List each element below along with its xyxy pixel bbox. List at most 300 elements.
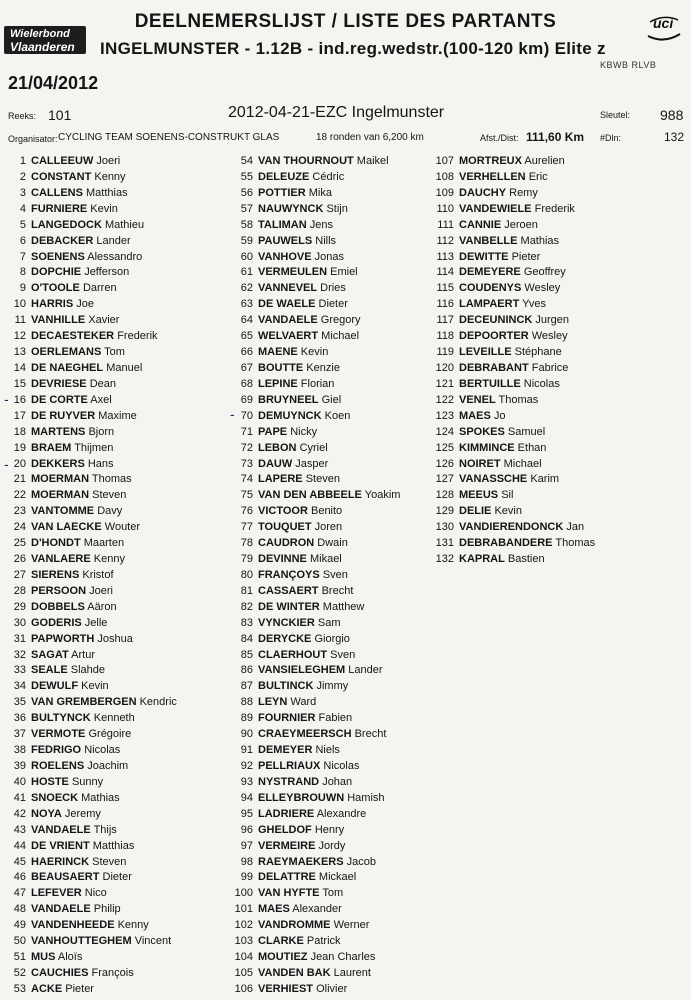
sleutel-value: 988: [660, 107, 684, 123]
rider-firstname: Mickael: [318, 871, 357, 884]
rider-firstname: Dean: [89, 377, 116, 390]
rider-number: 41: [13, 791, 26, 804]
rider-surname: FURNIERE: [31, 202, 88, 215]
rider-row: [428, 281, 560, 296]
rider-firstname: Dieter: [102, 871, 132, 884]
rider-surname: LEPINE: [258, 377, 298, 390]
rider-row: [0, 775, 103, 790]
rider-surname: KAPRAL: [459, 553, 505, 565]
rider-surname: SPOKES: [459, 425, 505, 438]
rider-row: [227, 281, 346, 296]
rider-firstname: Stéphane: [514, 346, 562, 358]
rider-firstname: Lander: [96, 234, 131, 247]
rider-firstname: Kevin: [494, 505, 522, 518]
rider-row: [0, 457, 114, 472]
rider-firstname: Gregory: [320, 314, 361, 327]
rider-firstname: Jeremy: [64, 807, 101, 820]
rider-row: [227, 982, 347, 997]
rider-firstname: Wesley: [524, 282, 561, 295]
rider-firstname: Michael: [503, 457, 542, 470]
rider-row: [428, 218, 538, 233]
rider-firstname: Aäron: [87, 600, 117, 613]
rider-surname: CALLEEUW: [31, 155, 94, 167]
rider-firstname: Kenny: [117, 919, 149, 932]
rider-surname: VERMEIRE: [258, 839, 316, 852]
rider-surname: DEMEYERE: [459, 266, 521, 279]
rider-surname: CONSTANT: [31, 170, 92, 183]
rider-firstname: Mika: [308, 186, 332, 199]
rider-firstname: Mathias: [520, 234, 560, 247]
rider-firstname: Nicolas: [523, 377, 560, 390]
rider-firstname: Darren: [82, 282, 117, 295]
rider-surname: LADRIERE: [258, 807, 315, 820]
rider-surname: VANDEWIELE: [459, 202, 532, 215]
rider-number: 16: [13, 393, 26, 406]
rider-firstname: Sven: [322, 568, 348, 581]
rider-row: [227, 520, 342, 535]
rider-surname: PAPE: [258, 425, 288, 438]
rider-firstname: Lander: [348, 664, 383, 677]
sleutel-label: Sleutel:: [600, 110, 631, 120]
rider-firstname: Nicolas: [323, 760, 360, 772]
rider-number: 97: [240, 839, 253, 852]
rider-number: 21: [13, 473, 26, 486]
rider-firstname: Kenny: [94, 170, 126, 183]
rider-firstname: Grégoire: [88, 728, 132, 741]
rider-surname: DE NAEGHEL: [31, 362, 104, 374]
rider-row: [428, 186, 538, 201]
rider-row: [428, 377, 560, 392]
rider-row: [227, 616, 341, 631]
rider-surname: GHELDOF: [258, 823, 312, 836]
rider-number: 64: [240, 314, 253, 327]
rider-number: 127: [435, 473, 454, 486]
rider-firstname: Nico: [84, 887, 107, 900]
rider-number: 130: [435, 521, 454, 534]
rider-surname: MAES: [258, 903, 290, 916]
rider-row: [227, 855, 376, 870]
rider-surname: ROELENS: [31, 760, 85, 772]
rider-surname: DEVINNE: [258, 553, 307, 565]
rider-row: [0, 154, 120, 169]
rider-firstname: Bastien: [507, 553, 545, 565]
rider-surname: VANSIELEGHEM: [258, 664, 346, 677]
rider-row: [428, 297, 546, 312]
rider-firstname: Davy: [97, 505, 123, 518]
rider-firstname: Johan: [322, 775, 353, 788]
rider-surname: PELLRIAUX: [258, 760, 321, 772]
rider-number: 89: [240, 712, 253, 725]
rider-firstname: Brecht: [354, 728, 387, 741]
rider-number: 60: [240, 250, 253, 263]
rider-firstname: Kevin: [90, 202, 118, 215]
rider-number: 79: [240, 553, 253, 565]
rider-surname: CAUCHIES: [31, 966, 89, 979]
rider-firstname: Cédric: [312, 170, 345, 183]
rider-row: [227, 711, 352, 726]
rider-firstname: Xavier: [88, 314, 120, 327]
rider-row: [227, 393, 341, 408]
rider-firstname: Kevin: [300, 346, 329, 358]
rider-number: 109: [435, 186, 454, 199]
rider-number: 88: [240, 696, 253, 709]
rider-row: [227, 886, 343, 901]
rider-firstname: Vincent: [134, 935, 172, 948]
rider-number: 98: [240, 855, 253, 868]
rider-row: [428, 441, 546, 456]
rider-number: 56: [240, 186, 253, 199]
rider-surname: NYSTRAND: [258, 775, 320, 788]
rider-number: 40: [13, 775, 26, 788]
rider-firstname: Jean Charles: [310, 951, 376, 963]
rider-row: [0, 186, 128, 201]
rider-row: [0, 823, 117, 838]
rider-row: [0, 950, 82, 965]
rider-row: [0, 281, 117, 296]
rider-number: 128: [435, 489, 454, 502]
rider-number: 28: [13, 584, 26, 597]
rider-row: [0, 329, 158, 344]
rider-firstname: Hamish: [347, 791, 385, 804]
rider-firstname: Thomas: [555, 537, 596, 550]
rider-row: [0, 520, 140, 535]
rider-number: 71: [240, 425, 253, 438]
rider-row: [428, 313, 569, 328]
kbwb-logo: KBWB RLVB: [600, 60, 657, 70]
rider-row: [428, 409, 505, 424]
rider-number: 101: [234, 903, 253, 916]
rider-surname: MORTREUX: [459, 155, 522, 167]
rider-number: 74: [240, 473, 253, 486]
rider-surname: BRUYNEEL: [258, 393, 319, 406]
rider-firstname: Pieter: [511, 250, 541, 263]
rider-number: 65: [240, 330, 253, 343]
rider-row: [0, 807, 101, 822]
rider-surname: CLAERHOUT: [258, 648, 328, 661]
rider-firstname: Geoffrey: [523, 266, 566, 279]
rider-surname: FEDRIGO: [31, 744, 82, 756]
rider-surname: VAN HYFTE: [258, 887, 320, 900]
rider-number: 102: [234, 919, 253, 932]
rider-surname: NOYA: [31, 807, 62, 820]
rider-number: 83: [240, 616, 253, 629]
rider-firstname: Manuel: [106, 362, 143, 374]
rider-number: 121: [435, 377, 454, 390]
rider-surname: DE WAELE: [258, 298, 316, 311]
rider-row: [0, 170, 126, 185]
rider-surname: VAN LAECKE: [31, 521, 102, 534]
rider-number: 113: [436, 250, 454, 263]
rider-row: [0, 552, 125, 567]
rider-firstname: Cyriel: [299, 441, 328, 454]
rider-row: [0, 695, 177, 710]
logo-line-1: Wielerbond: [10, 28, 70, 40]
rider-firstname: Matthew: [322, 600, 365, 613]
rider-number: 129: [435, 505, 454, 518]
rider-number: 73: [240, 457, 253, 470]
rider-row: [227, 329, 359, 344]
rider-firstname: Joshua: [97, 632, 133, 645]
rider-surname: PAUWELS: [258, 234, 313, 247]
rider-surname: VANDIERENDONCK: [459, 521, 564, 534]
rider-row: [227, 663, 383, 678]
rider-number: 2: [19, 170, 26, 183]
rider-firstname: Wouter: [104, 521, 141, 534]
rider-number: 24: [13, 521, 26, 534]
rider-surname: LANGEDOCK: [31, 218, 102, 231]
distance-label: Afst./Dist:: [480, 133, 519, 143]
rider-firstname: Jurgen: [535, 314, 570, 327]
rider-row: [227, 584, 353, 599]
rider-firstname: Steven: [92, 855, 127, 868]
rider-surname: VYNCKIER: [258, 616, 315, 629]
rider-surname: VAN GREMBERGEN: [31, 696, 137, 709]
rider-surname: DE RUYVER: [31, 409, 96, 422]
rider-firstname: Frederik: [534, 202, 575, 215]
rider-row: [227, 250, 344, 265]
rider-row: [0, 472, 132, 487]
rider-surname: OERLEMANS: [31, 346, 102, 358]
logo-line-2: Vlaanderen: [10, 40, 75, 54]
rider-surname: D'HONDT: [31, 537, 81, 550]
rider-firstname: Bjorn: [88, 425, 115, 438]
rider-row: [428, 202, 575, 217]
rider-row: [0, 409, 137, 424]
rider-number: 10: [13, 298, 26, 311]
rider-row: [428, 170, 548, 185]
rider-firstname: Benito: [310, 505, 343, 518]
rider-number: 85: [240, 648, 253, 661]
rider-firstname: Stijn: [326, 202, 348, 215]
rider-surname: DEPOORTER: [459, 330, 529, 343]
rider-firstname: Dwain: [317, 537, 348, 550]
rider-surname: VANTOMME: [31, 505, 95, 518]
rider-number: 87: [240, 680, 253, 693]
rider-firstname: Koen: [324, 409, 351, 422]
rider-surname: TALIMAN: [258, 218, 307, 231]
rider-number: 80: [240, 568, 253, 581]
rider-row: [428, 361, 568, 376]
rider-number: 54: [240, 155, 253, 167]
rider-firstname: Maxime: [98, 409, 137, 422]
rider-number: 91: [240, 744, 253, 756]
rider-row: [227, 297, 348, 312]
rider-number: 61: [240, 266, 253, 279]
rider-surname: SOENENS: [31, 250, 85, 263]
rider-number: 18: [13, 425, 26, 438]
rider-number: 15: [13, 377, 26, 390]
rider-row: [227, 775, 352, 790]
rider-number: 9: [19, 282, 26, 295]
rider-number: 86: [240, 664, 253, 677]
rider-surname: LEYN: [258, 696, 288, 709]
rider-surname: FRANÇOYS: [258, 568, 320, 581]
rider-firstname: Eric: [528, 170, 548, 183]
rider-firstname: Thijs: [93, 823, 117, 836]
rider-surname: DELIE: [459, 505, 492, 518]
rider-number: 66: [240, 346, 253, 358]
rider-number: 78: [240, 537, 253, 550]
rider-firstname: Maarten: [83, 537, 125, 550]
rider-number: 12: [13, 330, 26, 343]
rider-surname: HOSTE: [31, 775, 69, 788]
rider-number: 103: [234, 935, 253, 948]
rider-row: [227, 743, 340, 758]
rider-number: 36: [13, 712, 26, 725]
rider-number: 123: [435, 409, 454, 422]
rider-firstname: Joe: [76, 298, 94, 311]
rider-surname: VANDENHEEDE: [31, 919, 115, 932]
rider-row: [227, 345, 328, 360]
rider-firstname: Sunny: [71, 775, 104, 788]
rider-number: 72: [240, 441, 253, 454]
rider-number: 119: [436, 346, 454, 358]
rider-firstname: Dries: [320, 282, 346, 295]
rider-number: 51: [13, 951, 26, 963]
rider-row: [0, 855, 126, 870]
rider-row: [0, 584, 113, 599]
rider-firstname: Mathieu: [104, 218, 145, 231]
rider-number: 32: [13, 648, 26, 661]
rider-row: [227, 568, 348, 583]
rider-firstname: François: [91, 966, 134, 979]
rider-row: [227, 488, 400, 503]
rider-surname: DE CORTE: [31, 393, 88, 406]
rider-surname: SEALE: [31, 664, 68, 677]
rider-row: [0, 568, 114, 583]
rider-firstname: Maikel: [356, 155, 389, 167]
rider-surname: MARTENS: [31, 425, 86, 438]
rider-surname: VERHELLEN: [459, 170, 526, 183]
rider-row: [0, 488, 126, 503]
rider-firstname: Jimmy: [316, 680, 349, 693]
rider-row: [0, 743, 120, 758]
rider-row: [0, 600, 117, 615]
rider-row: [428, 457, 542, 472]
rider-number: 106: [234, 982, 253, 995]
rider-firstname: Alexandre: [316, 807, 367, 820]
rider-number: 20: [13, 457, 26, 470]
rider-surname: VANASSCHE: [459, 473, 528, 486]
rider-row: [227, 313, 361, 328]
rider-firstname: Kenny: [93, 553, 125, 565]
rider-number: 104: [234, 951, 253, 963]
rider-firstname: Alessandro: [87, 250, 143, 263]
rider-surname: DEWITTE: [459, 250, 509, 263]
rider-row: [428, 520, 584, 535]
rider-row: [428, 265, 566, 280]
rider-row: [227, 934, 341, 949]
rider-row: [0, 934, 171, 949]
rider-surname: DOBBELS: [31, 600, 85, 613]
rider-row: [227, 441, 328, 456]
rider-surname: NOIRET: [459, 457, 501, 470]
reeks-label: Reeks:: [8, 111, 37, 121]
rider-surname: BRAEM: [31, 441, 72, 454]
rider-firstname: Jordy: [318, 839, 346, 852]
rider-surname: MEEUS: [459, 489, 499, 502]
rider-row: [227, 186, 332, 201]
rider-surname: CASSAERT: [258, 584, 319, 597]
rider-row: [227, 727, 386, 742]
rider-number: 47: [13, 887, 26, 900]
rider-surname: MAES: [459, 409, 491, 422]
rider-row: [428, 345, 562, 360]
rider-firstname: Nills: [315, 234, 337, 247]
rider-firstname: Samuel: [507, 425, 546, 438]
distance-value: 111,60 Km: [526, 130, 585, 144]
rider-number: 38: [13, 744, 26, 756]
rider-surname: ACKE: [31, 982, 63, 995]
rider-number: 116: [436, 298, 454, 311]
rider-firstname: Slahde: [70, 664, 106, 677]
organisator-value: CYCLING TEAM SOENENS-CONSTRUKT GLAS: [58, 132, 280, 143]
rider-number: 70: [240, 409, 253, 422]
rider-row: [428, 488, 513, 503]
rider-number: 44: [13, 839, 26, 852]
rider-row: [0, 632, 133, 647]
rider-surname: VANLAERE: [31, 553, 91, 565]
rider-firstname: Hans: [87, 457, 114, 470]
rider-row: [227, 600, 364, 615]
rider-row: [227, 457, 328, 472]
rider-surname: SAGAT: [31, 648, 69, 661]
rider-surname: VERMEULEN: [258, 266, 328, 279]
rider-surname: DECAESTEKER: [31, 330, 115, 343]
rider-row: [227, 695, 316, 710]
rider-number: 46: [13, 871, 26, 884]
rider-row: [0, 377, 116, 392]
rider-surname: VANDROMME: [258, 919, 331, 932]
rider-row: [0, 886, 107, 901]
rider-surname: DAUCHY: [459, 186, 507, 199]
rider-surname: VERHIEST: [258, 982, 314, 995]
rider-firstname: Jacob: [346, 855, 376, 868]
rider-row: [227, 536, 348, 551]
rider-surname: PAPWORTH: [31, 632, 95, 645]
rider-number: 25: [13, 537, 26, 550]
rider-row: [227, 234, 336, 249]
rider-number: 62: [240, 282, 253, 295]
rider-surname: KIMMINCE: [459, 441, 515, 454]
rider-row: [428, 393, 538, 408]
rider-row: [0, 425, 114, 440]
rider-row: [428, 504, 522, 519]
rider-row: [0, 982, 94, 997]
rider-surname: CANNIE: [459, 218, 502, 231]
rider-firstname: Joachim: [87, 760, 129, 772]
rider-surname: DELEUZE: [258, 170, 310, 183]
rider-surname: BOUTTE: [258, 362, 304, 374]
rider-number: 95: [240, 807, 253, 820]
rider-number: 30: [13, 616, 26, 629]
rider-number: 100: [234, 887, 253, 900]
rider-firstname: Olivier: [316, 982, 348, 995]
rider-number: 118: [436, 330, 454, 343]
rider-firstname: Thijmen: [74, 441, 114, 454]
rider-row: [227, 218, 333, 233]
rider-surname: DEMUYNCK: [258, 409, 322, 422]
rider-surname: CAUDRON: [258, 537, 315, 550]
rider-row: [227, 759, 359, 774]
rider-number: 112: [436, 234, 454, 247]
rider-firstname: Matthias: [86, 186, 128, 199]
rider-firstname: Yoakim: [364, 489, 401, 502]
rider-surname: LEBON: [258, 441, 297, 454]
rider-firstname: Jeroen: [504, 218, 538, 231]
rider-surname: VANNEVEL: [258, 282, 318, 295]
rider-row: [227, 902, 342, 917]
